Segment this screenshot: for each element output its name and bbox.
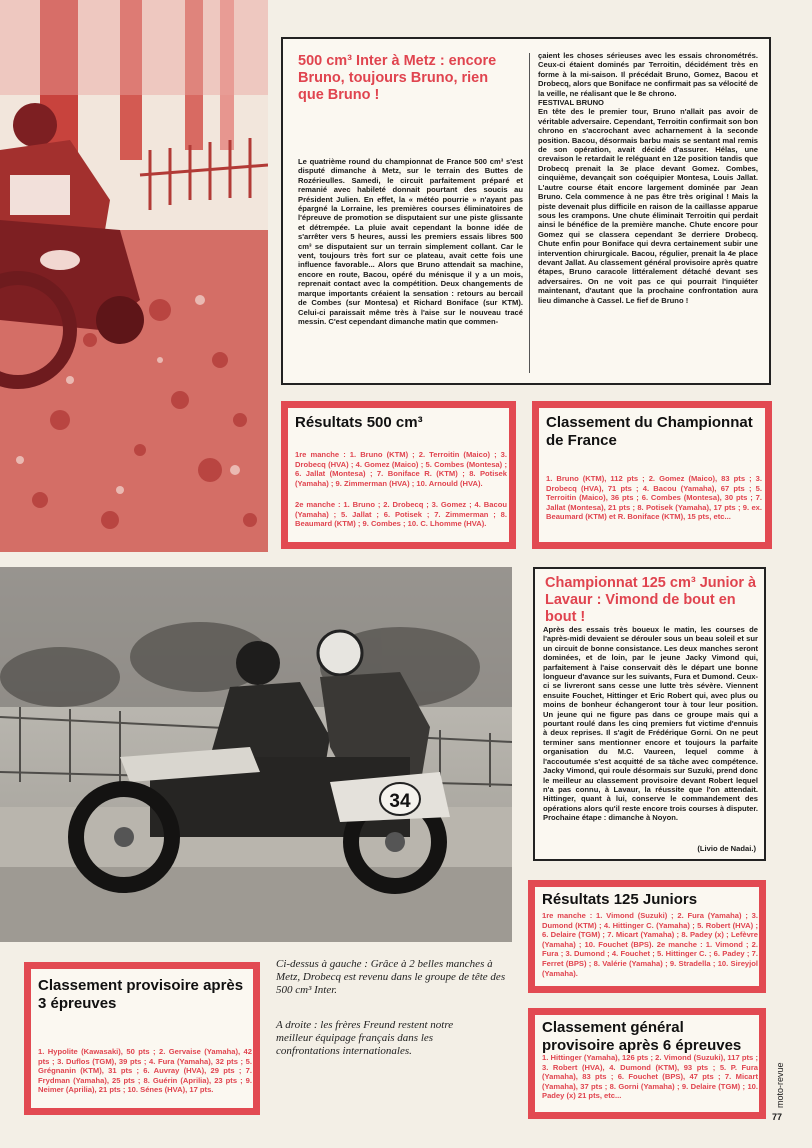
article-125-author: (Livio de Nadai.) — [697, 844, 756, 853]
results-500-title: Résultats 500 cm³ — [295, 414, 423, 431]
classement-general-text: 1. Hittinger (Yamaha), 126 pts ; 2. Vimond (Suzuki), 117 pts ; 3. Robert (HVA), 4. Dumond (KTM), 93 pts ; 5. P. Fura (Yamaha), 83 pts ; 6. Fouchet (BPS), 47 pts ; 7. Micart (Yamaha), 37 pts ; 8. Gorni (Yamaha) ; 9. Delaire (TGM) ; 10. Padey (x) 21 pts, etc... — [542, 1053, 758, 1101]
page-number: 77 — [772, 1112, 783, 1122]
classement-france-text: 1. Bruno (KTM), 112 pts ; 2. Gomez (Maico), 83 pts ; 3. Drobecq (HVA), 71 pts ; 4. Bacou (Yamaha), 67 pts ; 5. Terroitin (Maico), 36 pts ; 6. Combes (Montesa), 30 pts ; 7. Jallat (Montesa), 21 pts ; 8. Potisek (Yamaha), 17 pts ; 9. ex. Beaumard (KTM) et R. Boniface (KTM), 15 pts, etc... — [546, 474, 762, 522]
classement-general-title: Classement général provisoire après 6 épreuves — [542, 1019, 742, 1054]
article-metz-title: 500 cm³ Inter à Metz : encore Bruno, toujours Bruno, rien que Bruno ! — [298, 53, 497, 103]
classement-france-title: Classement du Championnat de France — [546, 414, 753, 449]
results-125-box — [528, 880, 766, 993]
column-divider — [529, 53, 530, 373]
article-metz-col2a: çaient les choses sérieuses avec les essais chronométrés. Ceux-ci étaient dominés par Terroitin, décidément très en forme à la mi-saison. Il précédait Bruno, Gomez, Bacou et Drobecq, alors que Boniface ne confirmait pas sa vélocité de la veille, ne réalisant que le 8e chrono. — [538, 51, 758, 98]
photo-sidecar-bw-image — [0, 567, 512, 942]
caption-left: Ci-dessus à gauche : Grâce à 2 belles manches à Metz, Drobecq est revenu dans le groupe de tête des 500 cm³ Inter. — [276, 958, 506, 996]
magazine-name-vertical — [770, 1040, 788, 1110]
article-125 — [533, 567, 766, 861]
results-125-title: Résultats 125 Juniors — [542, 891, 698, 908]
results-500-m2: 2e manche : 1. Bruno ; 2. Drobecq ; 3. Gomez ; 4. Bacou (Yamaha) ; 5. Jallat ; 6. Potisek ; 7. Zimmerman ; 8. Beaumard (KTM) ; 9. Combes ; 10. C. Lhomme (HVA). — [295, 500, 507, 529]
race-number: 34 — [389, 791, 411, 812]
caption-right: A droite : les frères Freund restent notre meilleur équipage français dans les confrontations internationales. — [276, 1019, 454, 1057]
article-metz — [281, 37, 771, 385]
classement-france-box — [532, 401, 772, 549]
subheading-festival: FESTIVAL BRUNO — [538, 98, 604, 108]
magazine-name: moto-revue — [775, 1062, 785, 1108]
article-125-text: Après des essais très boueux le matin, les courses de l'après-midi devaient se dérouler sous un beau soleil et sur un circuit de bonne consistance. Les deux manches seront dominées, et de loin, par le jeune Jacky Vimond qui, parfaitement à l'aise conservait dès le départ une bonne longueur d'avance sur les suivants, Fura et Dumond. Ceux-ci se livreront sans cesse une lutte très sévère. Viennent ensuite Fouchet, Hittinger et Eric Robert qui, avec plus ou moins de bonheur échangeront tour à tour leur position. Un jeune qui ne figure pas dans ce groupe mais qui a pourtant roulé dans les cinq premiers fut victime d'ennuis à deux reprises. Il s'agit de Frédérique Gorni. On ne peut terminer sans mentionner encore et toujours la parfaite organisation du M.C. Vaureen, lequel comme à l'accoutumée s'est acquitté de sa tâche avec compétence. Jacky Vimond, qui roule désormais sur Suzuki, prend donc le meilleur au classement provisoire devant Robert lequel n'a pas connu, à Lavaur, la réussite que l'on attendait. Hittinger, quant à lui, conserve le commandement des opérations alors qu'il reste encore trois courses à disputer. Prochaine étape : dimanche à Noyon. — [543, 625, 758, 823]
results-500-box — [281, 401, 516, 549]
photo-sidecar-red-image — [0, 0, 268, 552]
results-500-m1: 1re manche : 1. Bruno (KTM) ; 2. Terroitin (Maico) ; 3. Drobecq (HVA) ; 4. Gomez (Maico) ; 5. Combes (Montesa) ; 6. Jallat (Montesa) ; 7. Boniface R. (KTM) ; 8. Potisek (Yamaha) ; 9. Zimmerman (HVA) ; 10. Arnould (HVA). — [295, 450, 507, 488]
article-metz-col1: Le quatrième round du championnat de France 500 cm³ s'est disputé dimanche à Metz, sur le terrain des Buttes de Rozérieulles. Samedi, le circuit parfaitement préparé et remanié avec habileté donnait pourtant des soucis au Président Julien. En effet, la « météo pourrie » n'ayant pas épargné la Lorraine, les premières courses éliminatoires de l'épreuve de promotion se disputaient sur une piste glissante et détrempée. La pluie avait cependant la bonne idée de s'arrêter vers 5 heures, aussi les premiers essais libres 500 cm³ se disputaient sur un terrain simplement collant. Car le vent, toujours très fort sur ce plateau, avait cette fois une influence favorable... Alors que Bruno attendait sa machine, encore en route, Bacou, opéré du ménisque il y a un mois, reprenait contact avec la compétition. Deux changements de marque importants créaient la sensation : retours au bercail de Combes (sur Montesa) et Richard Boniface (sur KTM). Celui-ci paraissait même très à l'aise sur le nouveau tracé messin. C'est cependant dimanche matin que commen- — [298, 157, 523, 326]
classement-3-box — [24, 962, 260, 1115]
article-metz-col2 — [538, 51, 758, 305]
article-125-title: Championnat 125 cm³ Junior à Lavaur : Vimond de bout en bout ! — [545, 575, 757, 625]
classement-3-title: Classement provisoire après 3 épreuves — [38, 977, 244, 1012]
photo-sidecar-red — [0, 0, 268, 552]
article-metz-col2b: En tête des le premier tour, Bruno n'allait pas avoir de véritable adversaire. Cependant, Terroitin confirmait son bon chrono en s'accrochant avec acharnement à la seconde position. Bacou, désormais barbu mais se sentant mal remis de son opération, avait décidé d'assurer. Hélas, une crevaison le retardait le reléguant en 12e position tandis que Drobecq prenait la 3e place devant Gomez. Combes, cinquième, devançait son coéquipier Montesa, Louis Jallat. L'autre course était encore largement dominée par Jean Bruno. Cela commence à ne pas être très original ! Mais la piste devenait plus difficile en raison de la caillasse apparue sous les crampons. Une chute éliminait Terroitin qui perdait ainsi le bénéfice de la première manche. Chute encore pour Gomez qui se classera cependant 3e derriere Drobecq. Chute enfin pour Boniface qui devra certainement subir une intervention chirurgicale. Bacou, régulier, prenait la 4e place devant Jallat. Au classement général provisoire après quatre étapes, Bruno caracole littéralement détaché devant ses adversaires. On ne voit pas ce qui pourrait l'inquiéter maintenant, d'autant que la prochaine confrontation aura lieu dimanche à Cassel. Le fief de Bruno ! — [538, 107, 758, 305]
photo-sidecar-bw — [0, 567, 512, 942]
classement-3-text: 1. Hypolite (Kawasaki), 50 pts ; 2. Gervaise (Yamaha), 42 pts ; 3. Duflos (TGM), 39 pts ; 4. Fura (Yamaha), 32 pts ; 5. Grégnanin (KTM), 31 pts ; 6. Auvray (HVA), 29 pts ; 7. Frydman (Yamaha), 25 pts ; 8. Guérin (Aprilia), 23 pts ; 9. Neimer (Aprilia), 21 pts ; 10. Sénes (HVA), 17 pts. — [38, 1047, 252, 1095]
classement-general-box — [528, 1008, 766, 1119]
results-125-text: 1re manche : 1. Vimond (Suzuki) ; 2. Fura (Yamaha) ; 3. Dumond (KTM) ; 4. Hittinger C. (Yamaha) ; 5. Robert (HVA) ; 6. Delaire (TGM) ; 7. Micart (Yamaha) ; 8. Padey (x) ; Lefèvre (Yamaha) ; 10. Fouchet (BPS). 2e manche : 1. Vimond ; 2. Fura ; 3. Dumond ; 4. Fouchet ; 5. Hittinger C. ; 6. Padey ; 7. Ferret (BPS) ; 8. Valérie (Yamaha) ; 9. Stradella ; 10. Sireyjol (Yamaha). — [542, 911, 758, 978]
